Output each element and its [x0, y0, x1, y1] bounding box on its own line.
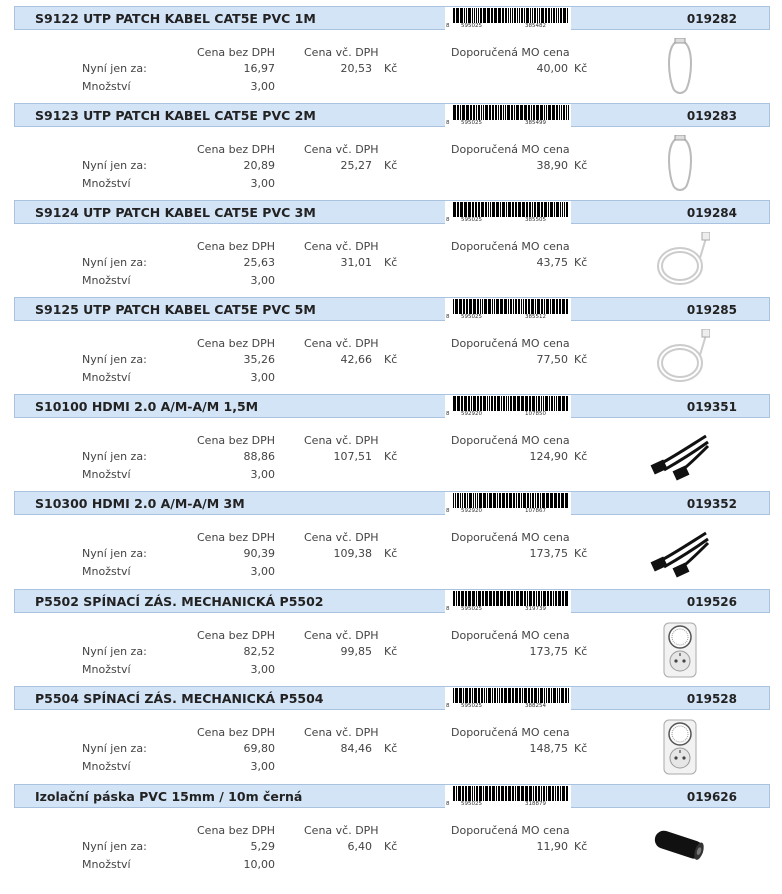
product-code: 019283: [686, 109, 737, 123]
price-ex-vat-value: 5,29: [250, 840, 275, 853]
rrp-label: Doporučená MO cena: [451, 726, 570, 739]
rrp-value: 77,50: [536, 353, 568, 366]
rrp-value: 173,75: [529, 547, 568, 560]
price-ex-vat-value: 69,80: [243, 742, 275, 755]
rrp-label: Doporučená MO cena: [451, 434, 570, 447]
price-ex-vat-value: 88,86: [243, 450, 275, 463]
barcode: [445, 590, 571, 614]
now-only-label: Nyní jen za:: [82, 645, 147, 658]
barcode: [445, 298, 571, 322]
price-inc-vat-label: Cena vč. DPH: [304, 629, 379, 642]
product-header: [14, 6, 770, 30]
barcode-prefix: 8: [446, 606, 450, 612]
barcode-bars: [453, 786, 569, 801]
rrp-currency-label: Kč: [574, 645, 588, 658]
price-ex-vat-value: 35,26: [243, 353, 275, 366]
product-item: [14, 6, 770, 103]
currency-label: Kč: [384, 353, 398, 366]
barcode-left-digits: 595025: [461, 120, 482, 126]
rrp-value: 124,90: [529, 450, 568, 463]
product-item: [14, 394, 770, 491]
rrp-currency-label: Kč: [574, 159, 588, 172]
now-only-label: Nyní jen za:: [82, 742, 147, 755]
barcode-left-digits: 595025: [461, 606, 482, 612]
product-item: [14, 200, 770, 297]
product-code: 019351: [686, 400, 737, 414]
currency-label: Kč: [384, 840, 398, 853]
product-title: S10100 HDMI 2.0 A/M-A/M 1,5M: [35, 399, 259, 414]
product-title: Izolační páska PVC 15mm / 10m černá: [35, 789, 303, 804]
barcode-bars: [453, 299, 569, 314]
barcode-right-digits: 107850: [525, 411, 546, 417]
price-inc-vat-value: 42,66: [340, 353, 372, 366]
currency-label: Kč: [384, 547, 398, 560]
product-title: P5502 SPÍNACÍ ZÁS. MECHANICKÁ P5502: [35, 594, 324, 609]
product-code: 019284: [686, 206, 737, 220]
barcode-prefix: 8: [446, 508, 450, 514]
barcode-left-digits: 595025: [461, 217, 482, 223]
barcode-prefix: 8: [446, 217, 450, 223]
product-header: [14, 394, 770, 418]
product-title: S10300 HDMI 2.0 A/M-A/M 3M: [35, 496, 245, 511]
rrp-currency-label: Kč: [574, 742, 588, 755]
product-header: [14, 200, 770, 224]
product-title: S9123 UTP PATCH KABEL CAT5E PVC 2M: [35, 108, 316, 123]
rrp-currency-label: Kč: [574, 62, 588, 75]
barcode-bars: [453, 493, 569, 508]
now-only-label: Nyní jen za:: [82, 547, 147, 560]
quantity-value: 10,00: [243, 858, 275, 871]
barcode: [445, 201, 571, 225]
barcode-right-digits: 388254: [525, 703, 546, 709]
quantity-value: 3,00: [250, 371, 275, 384]
currency-label: Kč: [384, 450, 398, 463]
rrp-label: Doporučená MO cena: [451, 143, 570, 156]
quantity-label: Množství: [82, 760, 131, 773]
price-inc-vat-value: 99,85: [340, 645, 372, 658]
product-header: [14, 784, 770, 808]
now-only-label: Nyní jen za:: [82, 62, 147, 75]
product-header: [14, 297, 770, 321]
rrp-label: Doporučená MO cena: [451, 240, 570, 253]
price-inc-vat-label: Cena vč. DPH: [304, 434, 379, 447]
product-title: P5504 SPÍNACÍ ZÁS. MECHANICKÁ P5504: [35, 691, 324, 706]
patch-cable-loop-icon: [650, 232, 710, 290]
barcode-prefix: 8: [446, 120, 450, 126]
barcode-left-digits: 595025: [461, 23, 482, 29]
barcode-bars: [453, 688, 569, 703]
price-ex-vat-label: Cena bez DPH: [197, 240, 276, 253]
barcode: [445, 492, 571, 516]
rrp-currency-label: Kč: [574, 547, 588, 560]
price-ex-vat-label: Cena bez DPH: [197, 434, 276, 447]
patch-cable-loop-icon: [650, 329, 710, 387]
price-ex-vat-label: Cena bez DPH: [197, 337, 276, 350]
currency-label: Kč: [384, 62, 398, 75]
rrp-label: Doporučená MO cena: [451, 46, 570, 59]
barcode-right-digits: 385499: [525, 120, 546, 126]
barcode-left-digits: 595025: [461, 314, 482, 320]
barcode: [445, 7, 571, 31]
price-inc-vat-label: Cena vč. DPH: [304, 337, 379, 350]
price-ex-vat-label: Cena bez DPH: [197, 143, 276, 156]
quantity-label: Množství: [82, 565, 131, 578]
barcode-prefix: 8: [446, 23, 450, 29]
price-inc-vat-label: Cena vč. DPH: [304, 824, 379, 837]
barcode: [445, 395, 571, 419]
rrp-currency-label: Kč: [574, 353, 588, 366]
barcode-left-digits: 595025: [461, 703, 482, 709]
quantity-value: 3,00: [250, 565, 275, 578]
hdmi-cable-icon: [650, 523, 710, 581]
now-only-label: Nyní jen za:: [82, 256, 147, 269]
barcode-right-digits: 319739: [525, 606, 546, 612]
rrp-value: 148,75: [529, 742, 568, 755]
currency-label: Kč: [384, 645, 398, 658]
price-inc-vat-label: Cena vč. DPH: [304, 46, 379, 59]
price-ex-vat-value: 16,97: [243, 62, 275, 75]
hdmi-cable-icon: [650, 426, 710, 484]
patch-cable-coiled-icon: [650, 135, 710, 193]
price-inc-vat-value: 20,53: [340, 62, 372, 75]
rrp-label: Doporučená MO cena: [451, 629, 570, 642]
quantity-label: Množství: [82, 80, 131, 93]
product-item: [14, 589, 770, 686]
price-inc-vat-value: 109,38: [333, 547, 372, 560]
now-only-label: Nyní jen za:: [82, 840, 147, 853]
currency-label: Kč: [384, 256, 398, 269]
barcode-left-digits: 592920: [461, 508, 482, 514]
price-ex-vat-label: Cena bez DPH: [197, 531, 276, 544]
barcode-prefix: 8: [446, 703, 450, 709]
price-inc-vat-label: Cena vč. DPH: [304, 143, 379, 156]
quantity-label: Množství: [82, 858, 131, 871]
quantity-value: 3,00: [250, 80, 275, 93]
product-code: 019526: [686, 595, 737, 609]
rrp-label: Doporučená MO cena: [451, 337, 570, 350]
timer-socket-icon: [650, 621, 710, 679]
barcode: [445, 785, 571, 809]
product-item: [14, 491, 770, 588]
rrp-value: 43,75: [536, 256, 568, 269]
currency-label: Kč: [384, 742, 398, 755]
price-ex-vat-value: 20,89: [243, 159, 275, 172]
barcode-bars: [453, 396, 569, 411]
barcode-right-digits: 318879: [525, 801, 546, 807]
insulating-tape-icon: [650, 816, 710, 874]
price-ex-vat-value: 25,63: [243, 256, 275, 269]
price-inc-vat-label: Cena vč. DPH: [304, 531, 379, 544]
product-code: 019285: [686, 303, 737, 317]
product-title: S9122 UTP PATCH KABEL CAT5E PVC 1M: [35, 11, 316, 26]
barcode-right-digits: 107867: [525, 508, 546, 514]
product-code: 019352: [686, 497, 737, 511]
product-item: [14, 103, 770, 200]
barcode-left-digits: 595025: [461, 801, 482, 807]
price-ex-vat-value: 82,52: [243, 645, 275, 658]
rrp-value: 11,90: [536, 840, 568, 853]
product-item: [14, 686, 770, 783]
rrp-value: 40,00: [536, 62, 568, 75]
rrp-label: Doporučená MO cena: [451, 824, 570, 837]
product-title: S9125 UTP PATCH KABEL CAT5E PVC 5M: [35, 302, 316, 317]
price-inc-vat-value: 6,40: [347, 840, 372, 853]
barcode-prefix: 8: [446, 801, 450, 807]
product-header: [14, 491, 770, 515]
quantity-value: 3,00: [250, 468, 275, 481]
timer-socket-icon: [650, 718, 710, 776]
barcode: [445, 104, 571, 128]
now-only-label: Nyní jen za:: [82, 353, 147, 366]
price-ex-vat-label: Cena bez DPH: [197, 726, 276, 739]
price-inc-vat-value: 84,46: [340, 742, 372, 755]
barcode-right-digits: 385482: [525, 23, 546, 29]
price-ex-vat-value: 90,39: [243, 547, 275, 560]
rrp-value: 173,75: [529, 645, 568, 658]
quantity-label: Množství: [82, 663, 131, 676]
barcode-prefix: 8: [446, 314, 450, 320]
now-only-label: Nyní jen za:: [82, 450, 147, 463]
product-code: 019626: [686, 790, 737, 804]
barcode-bars: [453, 202, 569, 217]
barcode-bars: [453, 591, 569, 606]
barcode-prefix: 8: [446, 411, 450, 417]
quantity-label: Množství: [82, 177, 131, 190]
rrp-label: Doporučená MO cena: [451, 531, 570, 544]
rrp-value: 38,90: [536, 159, 568, 172]
rrp-currency-label: Kč: [574, 840, 588, 853]
quantity-label: Množství: [82, 371, 131, 384]
price-ex-vat-label: Cena bez DPH: [197, 46, 276, 59]
rrp-currency-label: Kč: [574, 450, 588, 463]
quantity-value: 3,00: [250, 274, 275, 287]
patch-cable-coiled-icon: [650, 38, 710, 96]
quantity-value: 3,00: [250, 663, 275, 676]
barcode-bars: [453, 105, 569, 120]
quantity-label: Množství: [82, 274, 131, 287]
quantity-value: 3,00: [250, 760, 275, 773]
quantity-label: Množství: [82, 468, 131, 481]
price-inc-vat-label: Cena vč. DPH: [304, 726, 379, 739]
price-ex-vat-label: Cena bez DPH: [197, 629, 276, 642]
barcode-left-digits: 592920: [461, 411, 482, 417]
product-header: [14, 589, 770, 613]
quantity-value: 3,00: [250, 177, 275, 190]
now-only-label: Nyní jen za:: [82, 159, 147, 172]
price-inc-vat-value: 31,01: [340, 256, 372, 269]
rrp-currency-label: Kč: [574, 256, 588, 269]
product-code: 019282: [686, 12, 737, 26]
product-item: [14, 784, 770, 881]
barcode-right-digits: 385512: [525, 314, 546, 320]
product-title: S9124 UTP PATCH KABEL CAT5E PVC 3M: [35, 205, 316, 220]
barcode-right-digits: 385505: [525, 217, 546, 223]
product-code: 019528: [686, 692, 737, 706]
product-header: [14, 103, 770, 127]
price-ex-vat-label: Cena bez DPH: [197, 824, 276, 837]
product-header: [14, 686, 770, 710]
currency-label: Kč: [384, 159, 398, 172]
barcode: [445, 687, 571, 711]
price-inc-vat-label: Cena vč. DPH: [304, 240, 379, 253]
product-item: [14, 297, 770, 394]
price-inc-vat-value: 25,27: [340, 159, 372, 172]
price-inc-vat-value: 107,51: [333, 450, 372, 463]
barcode-bars: [453, 8, 569, 23]
